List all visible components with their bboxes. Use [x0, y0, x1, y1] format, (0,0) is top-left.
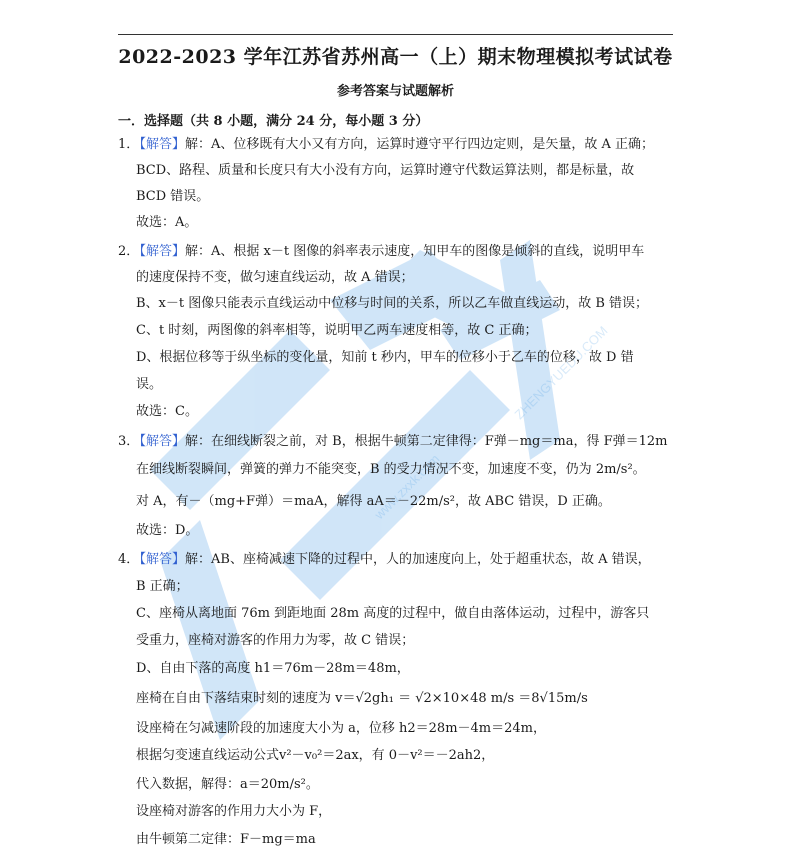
question-number-4: 4． — [118, 552, 140, 567]
svg-text:ZHENGYUEDU.COM: ZHENGYUEDU.COM — [511, 323, 611, 423]
svg-text:www.zxxk.com: www.zxxk.com — [371, 451, 443, 523]
answer-tag: 【解答】 — [133, 244, 186, 259]
answer-tag: 【解答】 — [133, 552, 186, 567]
question-2-line-1: 【解答】解：A、根据 x－t 图像的斜率表示速度，知甲车的图像是倾斜的直线，说明甲车 — [133, 244, 645, 259]
question-4-line-4: 受重力，座椅对游客的作用力为零，故 C 错误； — [136, 633, 415, 648]
question-4-line-6: 座椅在自由下落结束时刻的速度为 v＝√2gh₁ ＝ √2×10×48 m/s ＝8√15m/s — [136, 691, 588, 706]
answer-tag: 【解答】 — [133, 137, 186, 152]
question-4-line-2: B 正确； — [136, 579, 189, 594]
question-4-line-9: 代入数据，解得：a＝20m/s²。 — [136, 777, 319, 792]
question-2-line-2: 的速度保持不变，做匀速直线运动，故 A 错误； — [136, 270, 414, 285]
question-2-line-3: B、x－t 图像只能表示直线运动中位移与时间的关系，所以乙车做直线运动，故 B 错误； — [136, 296, 649, 311]
question-1-line-1: 【解答】解：A、位移既有大小又有方向，运算时遵守平行四边定则，是矢量，故 A 正确； — [133, 137, 655, 152]
question-2-line-6: 误。 — [136, 377, 163, 392]
question-4-line-3: C、座椅从离地面 76m 到距地面 28m 高度的过程中，做自由落体运动，过程中，游客只 — [136, 606, 650, 621]
question-number-3: 3． — [118, 434, 140, 449]
header-rule — [118, 34, 673, 35]
question-4-line-5: D、自由下落的高度 h1＝76m－28m＝48m， — [136, 661, 410, 676]
question-1-line-4: 故选：A。 — [136, 215, 198, 230]
question-3-line-1: 【解答】解：在细线断裂之前，对 B，根据牛顿第二定律得：F弹－mg＝ma，得 F弹＝12m — [133, 434, 668, 449]
question-4-line-8: 根据匀变速直线运动公式v²－v₀²＝2ax，有 0－v²＝－2ah2， — [136, 748, 495, 763]
question-4-line-10: 设座椅对游客的作用力大小为 F， — [136, 804, 332, 819]
page-subtitle: 参考答案与试题解析 — [336, 84, 454, 99]
question-3-line-2: 在细线断裂瞬间，弹簧的弹力不能突变，B 的受力情况不变，加速度不变，仍为 2m/s²。 — [136, 462, 646, 477]
question-4-line-11: 由牛顿第二定律：F－mg＝ma — [136, 832, 316, 847]
question-2-line-7: 故选：C。 — [136, 404, 198, 419]
question-1-line-2: BCD、路程、质量和长度只有大小没有方向，运算时遵守代数运算法则，都是标量，故 — [136, 163, 635, 178]
page-title: 2022-2023 学年江苏省苏州高一（上）期末物理模拟考试试卷 — [118, 46, 673, 68]
question-4-line-7: 设座椅在匀减速阶段的加速度大小为 a，位移 h2＝28m－4m＝24m， — [136, 721, 546, 736]
answer-tag: 【解答】 — [133, 434, 186, 449]
question-2-line-5: D、根据位移等于纵坐标的变化量，知前 t 秒内，甲车的位移小于乙车的位移，故 D 错 — [136, 350, 634, 365]
question-3-line-4: 故选：D。 — [136, 523, 199, 538]
question-3-line-3: 对 A，有－（mg+F弹）＝maA，解得 aA＝－22m/s²，故 ABC 错误，D 正确。 — [136, 494, 611, 509]
question-number-2: 2． — [118, 244, 140, 259]
section-heading: 一．选择题（共 8 小题，满分 24 分，每小题 3 分） — [118, 114, 429, 129]
question-number-1: 1． — [118, 137, 140, 152]
question-4-line-1: 【解答】解：AB、座椅减速下降的过程中，人的加速度向上，处于超重状态，故 A 错误， — [133, 552, 651, 567]
question-2-line-4: C、t 时刻，两图像的斜率相等，说明甲乙两车速度相等，故 C 正确； — [136, 323, 538, 338]
question-1-line-3: BCD 错误。 — [136, 189, 210, 204]
